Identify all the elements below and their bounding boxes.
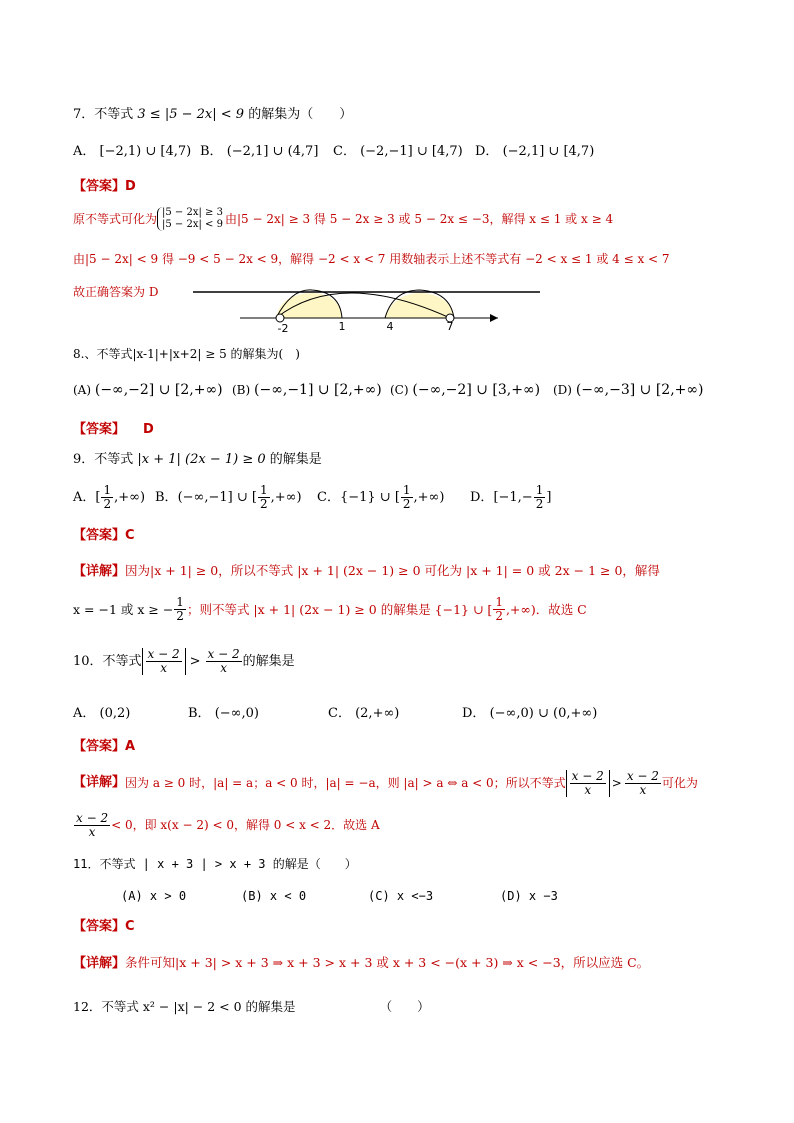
q8-option-a: (A) (−∞,−2] ∪ [2,+∞) [73, 382, 223, 398]
q10-detail-line2: $\frac{x - 2}{x}$ < 0，即 x(x − 2) < 0，解得 0 < x < 2．故选 A [76, 810, 380, 839]
q7-solution-line1: 原不等式可化为 |5 − 2x| ≥ 3 |5 − 2x| < 9 由|5 − 2x| ≥ 3 得 5 − 2x ≥ 3 或 5 − 2x ≤ −3，解得 x ≤ 1 或 x ≥ 4 [73, 207, 614, 230]
q7-solution-line3: 故正确答案为 D [73, 285, 159, 299]
q8-option-b: (B) (−∞,−1] ∪ [2,+∞) [232, 382, 382, 398]
q9-option-b: B． (−∞,−1] ∪ [ $\frac{1}{2}$ ,+∞) [155, 483, 302, 511]
q10-option-b: B． (−∞,0) [188, 706, 259, 721]
q7-open-point-left [276, 314, 284, 322]
q7-stem-math: 3 ≤ |5 − 2x| < 9 [137, 107, 245, 122]
q8-option-c: (C) (−∞,−2] ∪ [3,+∞) [390, 382, 541, 398]
q7-option-b: B． (−2,1] ∪ (4,7] [200, 144, 319, 159]
q11-answer: 【答案】C [73, 919, 135, 934]
q10-option-a: A． (0,2) [73, 706, 131, 721]
q7-tick-label: 7 [446, 320, 454, 333]
q7-tick-label: 1 [338, 320, 346, 333]
q11-option-d: (D) x −3 [500, 889, 558, 903]
q9-option-a: A． [ $\frac{1}{2}$ ,+∞) [73, 483, 146, 511]
q7-stem: 7．不等式 3 ≤ |5 − 2x| < 9 的解集为（ ） [73, 107, 353, 122]
q7-system-brace: |5 − 2x| ≥ 3 |5 − 2x| < 9 [157, 207, 223, 231]
q10-answer: 【答案】A [73, 739, 136, 754]
q7-number-line-diagram [0, 280, 794, 340]
q9-option-d: D． [−1,− $\frac{1}{2}$ ] [470, 483, 552, 511]
q7-axis-arrow [490, 314, 498, 322]
q11-option-c: (C) x <−3 [368, 889, 434, 903]
q10-stem: 10．不等式 $\frac{x - 2}{x}$ > $\frac{x - 2}{x}$ 的解集是 [73, 647, 295, 675]
q9-detail-line1: 【详解】因为|x + 1| ≥ 0，所以不等式 |x + 1| (2x − 1) ≥ 0 可化为 |x + 1| = 0 或 2x − 1 ≥ 0，解得 [73, 563, 660, 579]
q7-option-a: A． [−2,1) ∪ [4,7) [73, 144, 192, 159]
q11-option-b: (B) x < 0 [241, 889, 307, 903]
q10-detail-line1: 【详解】 因为 a ≥ 0 时，|a| = a；a < 0 时，|a| = −a，则 |a| > a ⇔ a < 0；所以不等式 $\frac{x - 2}{x}$ > $\frac{x - 2}{x}$ 可化为 [73, 768, 698, 797]
q7-tick-label: 4 [386, 320, 394, 333]
q11-detail: 【详解】条件可知|x + 3| > x + 3 ⇒ x + 3 > x + 3 或 x + 3 < −(x + 3) ⇒ x < −3，所以应选 C。 [73, 955, 650, 971]
q12-stem: 12．不等式 x² − |x| − 2 < 0 的解集是 （ ） [73, 999, 430, 1014]
q8-stem: 8.、不等式|x-1|+|x+2| ≥ 5 的解集为( ) [73, 347, 300, 361]
q8-answer: 【答案】 D [73, 422, 154, 437]
q10-option-c: C． (2,+∞) [328, 706, 400, 721]
q9-option-c: C． {−1} ∪ [ $\frac{1}{2}$ ,+∞) [317, 483, 445, 511]
q8-option-d: (D) (−∞,−3] ∪ [2,+∞) [553, 382, 704, 398]
q7-option-d: D． (−2,1] ∪ [4,7) [475, 144, 595, 159]
q7-answer: 【答案】D [73, 179, 136, 194]
q9-detail-line2: x = −1 或 x ≥ − $\frac{1}{2}$ ；则不等式 |x + 1| (2x − 1) ≥ 0 的解集是 {−1} ∪ [ $\frac{1}{2}$ ,+∞)．故选 C [73, 595, 587, 623]
q7-solution-line2: 由|5 − 2x| < 9 得 −9 < 5 − 2x < 9，解得 −2 < x < 7 用数轴表示上述不等式有 −2 < x ≤ 1 或 4 ≤ x < 7 [73, 252, 670, 266]
q9-stem: 9．不等式 |x + 1| (2x − 1) ≥ 0 的解集是 [73, 452, 322, 467]
q11-option-a: (A) x > 0 [121, 889, 187, 903]
q7-option-c: C． (−2,−1] ∪ [4,7) [333, 144, 463, 159]
q7-tick-label: -2 [277, 322, 289, 335]
q9-answer: 【答案】C [73, 528, 135, 543]
q11-stem: 11．不等式 | x + 3 | > x + 3 的解是（ ） [73, 857, 357, 871]
q10-option-d: D． (−∞,0) ∪ (0,+∞) [462, 706, 598, 721]
